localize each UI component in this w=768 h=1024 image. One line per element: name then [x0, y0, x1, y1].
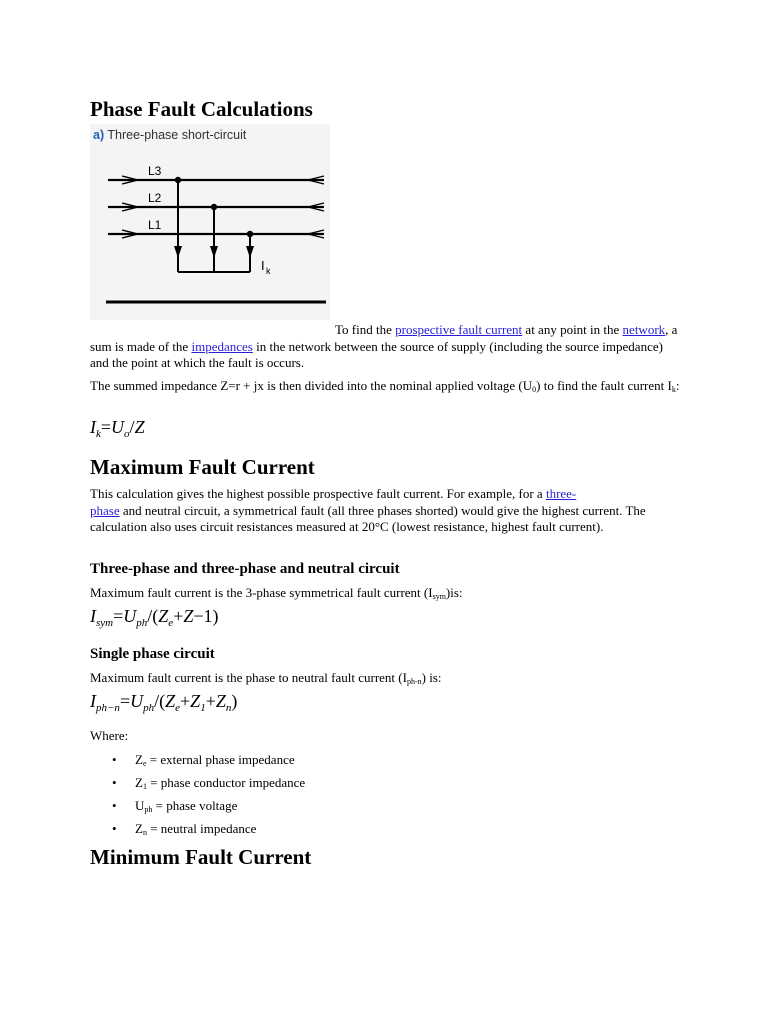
label-ik: I [261, 258, 265, 273]
three-phase-short-circuit-figure [90, 124, 330, 320]
heading-minimum-fault-current: Minimum Fault Current [90, 845, 312, 869]
definitions-list [112, 752, 512, 844]
formula-ik: $I_k=U_o/Z$ [90, 417, 145, 440]
formula-isym: $I_{sym}=U_{ph}/(Z_e+Z-1)$ [90, 606, 219, 629]
label-l3: L3 [148, 164, 162, 178]
list-item: • $Z_1$ = phase conductor impedance [112, 775, 306, 791]
list-item: • $U_{ph}$ = phase voltage [112, 798, 238, 814]
arrow-down-l3 [174, 246, 182, 258]
link-prospective-fault-current[interactable]: prospective fault current [395, 322, 523, 337]
link-three-phase[interactable]: three- phase [90, 486, 577, 518]
paragraph-sym-fault: Maximum fault current is the 3-phase symmetrical fault current $(I_{sym})is$: [90, 585, 463, 601]
label-l2: L2 [148, 191, 162, 205]
list-item: • $Z_n$ = neutral impedance [112, 821, 257, 837]
heading-three-phase-circuit: Three-phase and three-phase and neutral circuit [90, 561, 400, 577]
formula-iphn: $I_{ph-n}=U_{ph}/(Z_e+Z_1+Z_n)$ [90, 691, 238, 714]
arrow-down-l1 [246, 246, 254, 258]
paragraph-phn-fault: Maximum fault current is the phase to neutral fault current $(I_{ph-n})$ is: [90, 670, 442, 686]
link-impedances[interactable]: impedances [191, 338, 253, 354]
arrow-down-l2 [210, 246, 218, 258]
paragraph-prospective-fault: To find the prospective fault current at any point in the network, a sum is made of the impedances in the network between the source of supply (including the source impedance) and the point at which the fault is occurs. [90, 322, 678, 370]
heading-phase-fault-calculations: Phase Fault Calculations [90, 97, 313, 121]
link-network[interactable]: network [622, 322, 666, 337]
label-l1: L1 [148, 218, 162, 232]
short-circuit-diagram [90, 124, 330, 320]
heading-single-phase-circuit: Single phase circuit [90, 646, 215, 662]
paragraph-maximum-fault: This calculation gives the highest possible prospective fault current. For example, for a three- phase and neutral circuit, a symmetrical fault (all three phases shorted) would give the highest current. The calculation also uses circuit resistances measured at 20°C (lowest resistance, highest fault current). [90, 486, 646, 534]
paragraph-summed-impedance: The summed impedance Z=r + jx is then divided into the nominal applied voltage $(U_0)$ to find the fault current $I_k$: [90, 378, 680, 394]
list-item: • $Z_e$ = external phase impedance [112, 752, 295, 768]
heading-maximum-fault-current: Maximum Fault Current [90, 455, 315, 479]
figure-caption-text: Three-phase short-circuit [107, 128, 247, 142]
figure-caption-mark: a) [93, 128, 105, 142]
label-ik-sub: k [266, 266, 271, 276]
where-label: Where: [90, 728, 129, 743]
